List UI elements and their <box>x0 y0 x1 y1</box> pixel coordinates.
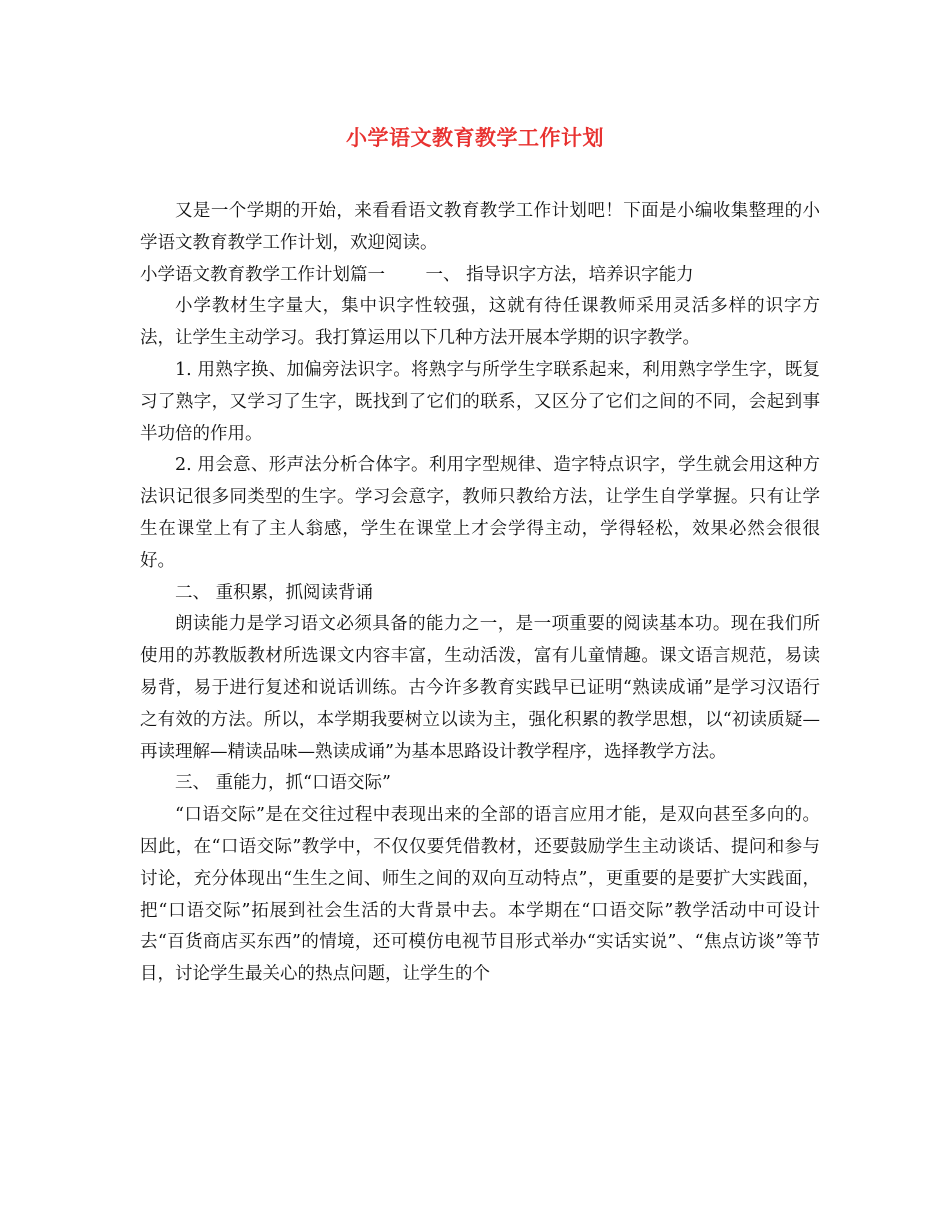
section-one-heading: 小学语文教育教学工作计划篇一 一、 指导识字方法，培养识字能力 <box>140 264 694 285</box>
paragraph-method-two: 2. 用会意、形声法分析合体字。利用字型规律、造字特点识字，学生就会用这种方法识记很多同类型的生字。学习会意字，教师只教给方法，让学生自学掌握。只有让学生在课堂上有了主人翁感，学生在课堂上才会学得主动，学得轻松，效果必然会很很好。 <box>140 455 820 571</box>
paragraph-reading: 朗读能力是学习语文必须具备的能力之一，是一项重要的阅读基本功。现在我们所使用的苏教版教材所选课文内容丰富，生动活泼，富有儿童情趣。课文语言规范，易读易背，易于进行复述和说话训练。古今许多教育实践早已证明“熟读成诵”是学习汉语行之有效的方法。所以，本学期我要树立以读为主，强化积累的教学思想，以“初读质疑—再读理解—精读品味—熟读成诵”为基本思路设计教学程序，选择教学方法。 <box>140 614 820 762</box>
paragraph-oral-communication: “口语交际”是在交往过程中表现出来的全部的语言应用才能，是双向甚至多向的。因此，在“口语交际”教学中，不仅仅要凭借教材，还要鼓励学生主动谈话、提问和参与讨论，充分体现出“生生之间、师生之间的双向互动特点”，更重要的是要扩大实践面，把“口语交际”拓展到社会生活的大背景中去。本学期在“口语交际”教学活动中可设计去“百货商店买东西”的情境，还可模仿电视节目形式举办“实话实说”、“焦点访谈”等节目，讨论学生最关心的热点问题，让学生的个 <box>140 805 820 985</box>
paragraph-literacy-methods: 小学教材生字量大，集中识字性较强，这就有待任课教师采用灵活多样的识字方法，让学生主动学习。我打算运用以下几种方法开展本学期的识字教学。 <box>140 296 820 349</box>
section-three-heading: 三、 重能力，抓“口语交际” <box>175 773 391 794</box>
intro-paragraph: 又是一个学期的开始，来看看语文教育教学工作计划吧！下面是小编收集整理的小学语文教育教学工作计划，欢迎阅读。 <box>140 201 820 253</box>
paragraph-method-one: 1. 用熟字换、加偏旁法识字。将熟字与所学生字联系起来，利用熟字学生字，既复习了熟字，又学习了生字，既找到了它们的联系，又区分了它们之间的不同，会起到事半功倍的作用。 <box>140 359 820 444</box>
document-body <box>140 196 820 991</box>
section-two-heading: 二、 重积累，抓阅读背诵 <box>175 582 374 603</box>
document-title: 小学语文教育教学工作计划 <box>346 125 604 150</box>
